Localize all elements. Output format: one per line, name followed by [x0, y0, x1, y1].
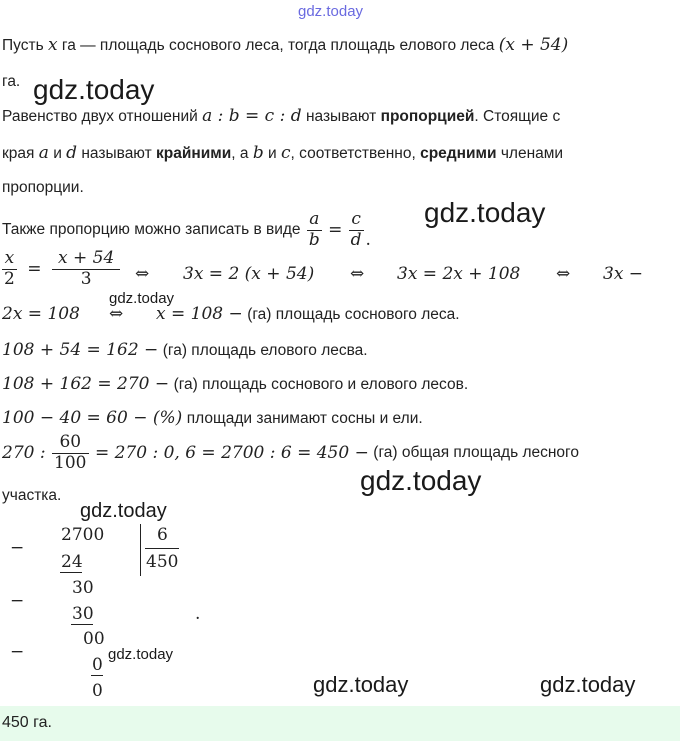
frac-num: x + 54 [52, 249, 120, 270]
divisor: 6 [157, 525, 168, 545]
div-step-4: 00 [83, 629, 105, 649]
calc-text: (га) площадь соснового и елового лесов. [173, 376, 469, 393]
frac-den: b [308, 229, 320, 250]
definition-line-2 [2, 143, 563, 163]
term-middle: средними [420, 145, 497, 162]
calc-text: (га) площадь елового лесва. [162, 342, 368, 359]
fraction-c-d [349, 210, 364, 250]
term-extreme: крайними [156, 145, 232, 162]
minus-2: − [10, 591, 25, 611]
div-underline-3 [91, 675, 103, 676]
step-3a: 3x − [603, 264, 644, 284]
definition-text: и [268, 145, 277, 162]
answer-bar [0, 706, 680, 741]
iff-2: ⇔ [350, 264, 365, 284]
definition-text: . Стоящие с [474, 108, 561, 125]
watermark-4: gdz.today [360, 465, 482, 496]
fraction-a-b [307, 210, 322, 250]
minus-1: − [10, 538, 25, 558]
intro-line [2, 35, 568, 55]
quotient: 450 [146, 552, 179, 572]
var-d: d [66, 143, 78, 163]
watermark-2: gdz.today [424, 197, 546, 228]
definition-text: , соответственно, [290, 145, 416, 162]
step-4-text: (га) площадь соснового леса. [247, 306, 460, 323]
definition-line-1 [2, 106, 560, 126]
definition-text: называют [305, 108, 377, 125]
div-underline-1 [60, 572, 82, 573]
watermark-1: gdz.today [33, 74, 155, 105]
calc-expr: 100 − 40 = 60 − (%) [2, 408, 183, 428]
div-step-6: 0 [92, 681, 103, 701]
calc-expr: 108 + 54 = 162 − [2, 340, 159, 360]
answer-text: 450 га. [2, 714, 52, 731]
watermark-8: gdz.today [540, 672, 636, 697]
calc-row-2 [2, 374, 468, 394]
div-dot: . [195, 604, 201, 624]
equals-sign: = [27, 259, 42, 280]
intro-prefix: Пусть [2, 37, 44, 54]
calc-text: площади занимают сосны и ели. [186, 410, 423, 427]
definition-line-3: пропорции. [2, 179, 84, 196]
watermark-3: gdz.today [109, 290, 175, 307]
watermark-7: gdz.today [313, 672, 409, 697]
spruce-area-expr: (x + 54) [498, 35, 569, 55]
iff-3: ⇔ [556, 264, 571, 284]
definition-text: называют [81, 145, 152, 162]
fraction-x54-3 [52, 249, 120, 289]
total-pre: 270 : [2, 443, 46, 464]
definition-text: Равенство двух отношений [2, 108, 198, 125]
dividend: 2700 [61, 525, 105, 545]
frac-num: a [307, 210, 322, 231]
calc-expr: 108 + 162 = 270 − [2, 374, 170, 394]
div-step-1: 24 [61, 552, 83, 572]
total-text-2: участка. [2, 487, 62, 504]
div-step-3: 30 [72, 604, 94, 624]
var-c: c [281, 143, 291, 163]
var-a: a [38, 143, 49, 163]
equals-sign: = [328, 220, 343, 241]
watermark-5: gdz.today [80, 500, 167, 522]
calc-row-1 [2, 340, 368, 360]
frac-num: 60 [52, 433, 88, 454]
total-line [2, 433, 579, 473]
total-text: (га) общая площадь лесного [373, 444, 579, 462]
div-step-5: 0 [92, 655, 103, 675]
frac-num: x [2, 249, 17, 270]
div-bracket-line [145, 548, 179, 549]
total-expr: = 270 : 0, 6 = 2700 : 6 = 450 − [94, 443, 369, 464]
intro-text: га — площадь соснового леса, тогда площадь елового леса [61, 37, 495, 54]
period: . [365, 230, 371, 251]
step-2: 3x = 2x + 108 [397, 264, 521, 284]
alt-form-line [2, 210, 371, 250]
iff-1: ⇔ [135, 264, 150, 284]
fraction-60-100 [52, 433, 88, 473]
watermark-top: gdz.today [298, 3, 364, 20]
ratio-formula: a : b = c : d [202, 106, 302, 126]
div-bracket [140, 524, 141, 576]
step-3b: 2x = 108 [2, 304, 80, 324]
step-4 [156, 304, 460, 324]
iff-4: ⇔ [109, 304, 124, 324]
frac-den: 100 [54, 452, 87, 473]
equation-line [0, 249, 122, 289]
term-proportion: пропорцией [380, 108, 475, 125]
div-step-2: 30 [72, 578, 94, 598]
definition-text: , а [231, 145, 249, 162]
intro-suffix: га. [2, 73, 21, 90]
minus-3: − [10, 642, 25, 662]
watermark-6: gdz.today [108, 646, 174, 663]
definition-text: края [2, 145, 35, 162]
step-4-expr: x = 108 − [156, 304, 243, 324]
var-x: x [47, 35, 58, 55]
alt-form-text: Также пропорцию можно записать в виде [2, 221, 301, 239]
frac-den: 3 [80, 268, 92, 289]
step-1: 3x = 2 (x + 54) [183, 264, 315, 284]
var-b: b [252, 143, 264, 163]
definition-text: членами [500, 145, 564, 162]
frac-num: c [349, 210, 364, 231]
frac-den: d [350, 229, 362, 250]
frac-den: 2 [4, 268, 15, 289]
definition-text: и [53, 145, 62, 162]
fraction-x-2 [2, 249, 17, 289]
div-underline-2 [71, 624, 93, 625]
calc-row-3 [2, 408, 423, 428]
